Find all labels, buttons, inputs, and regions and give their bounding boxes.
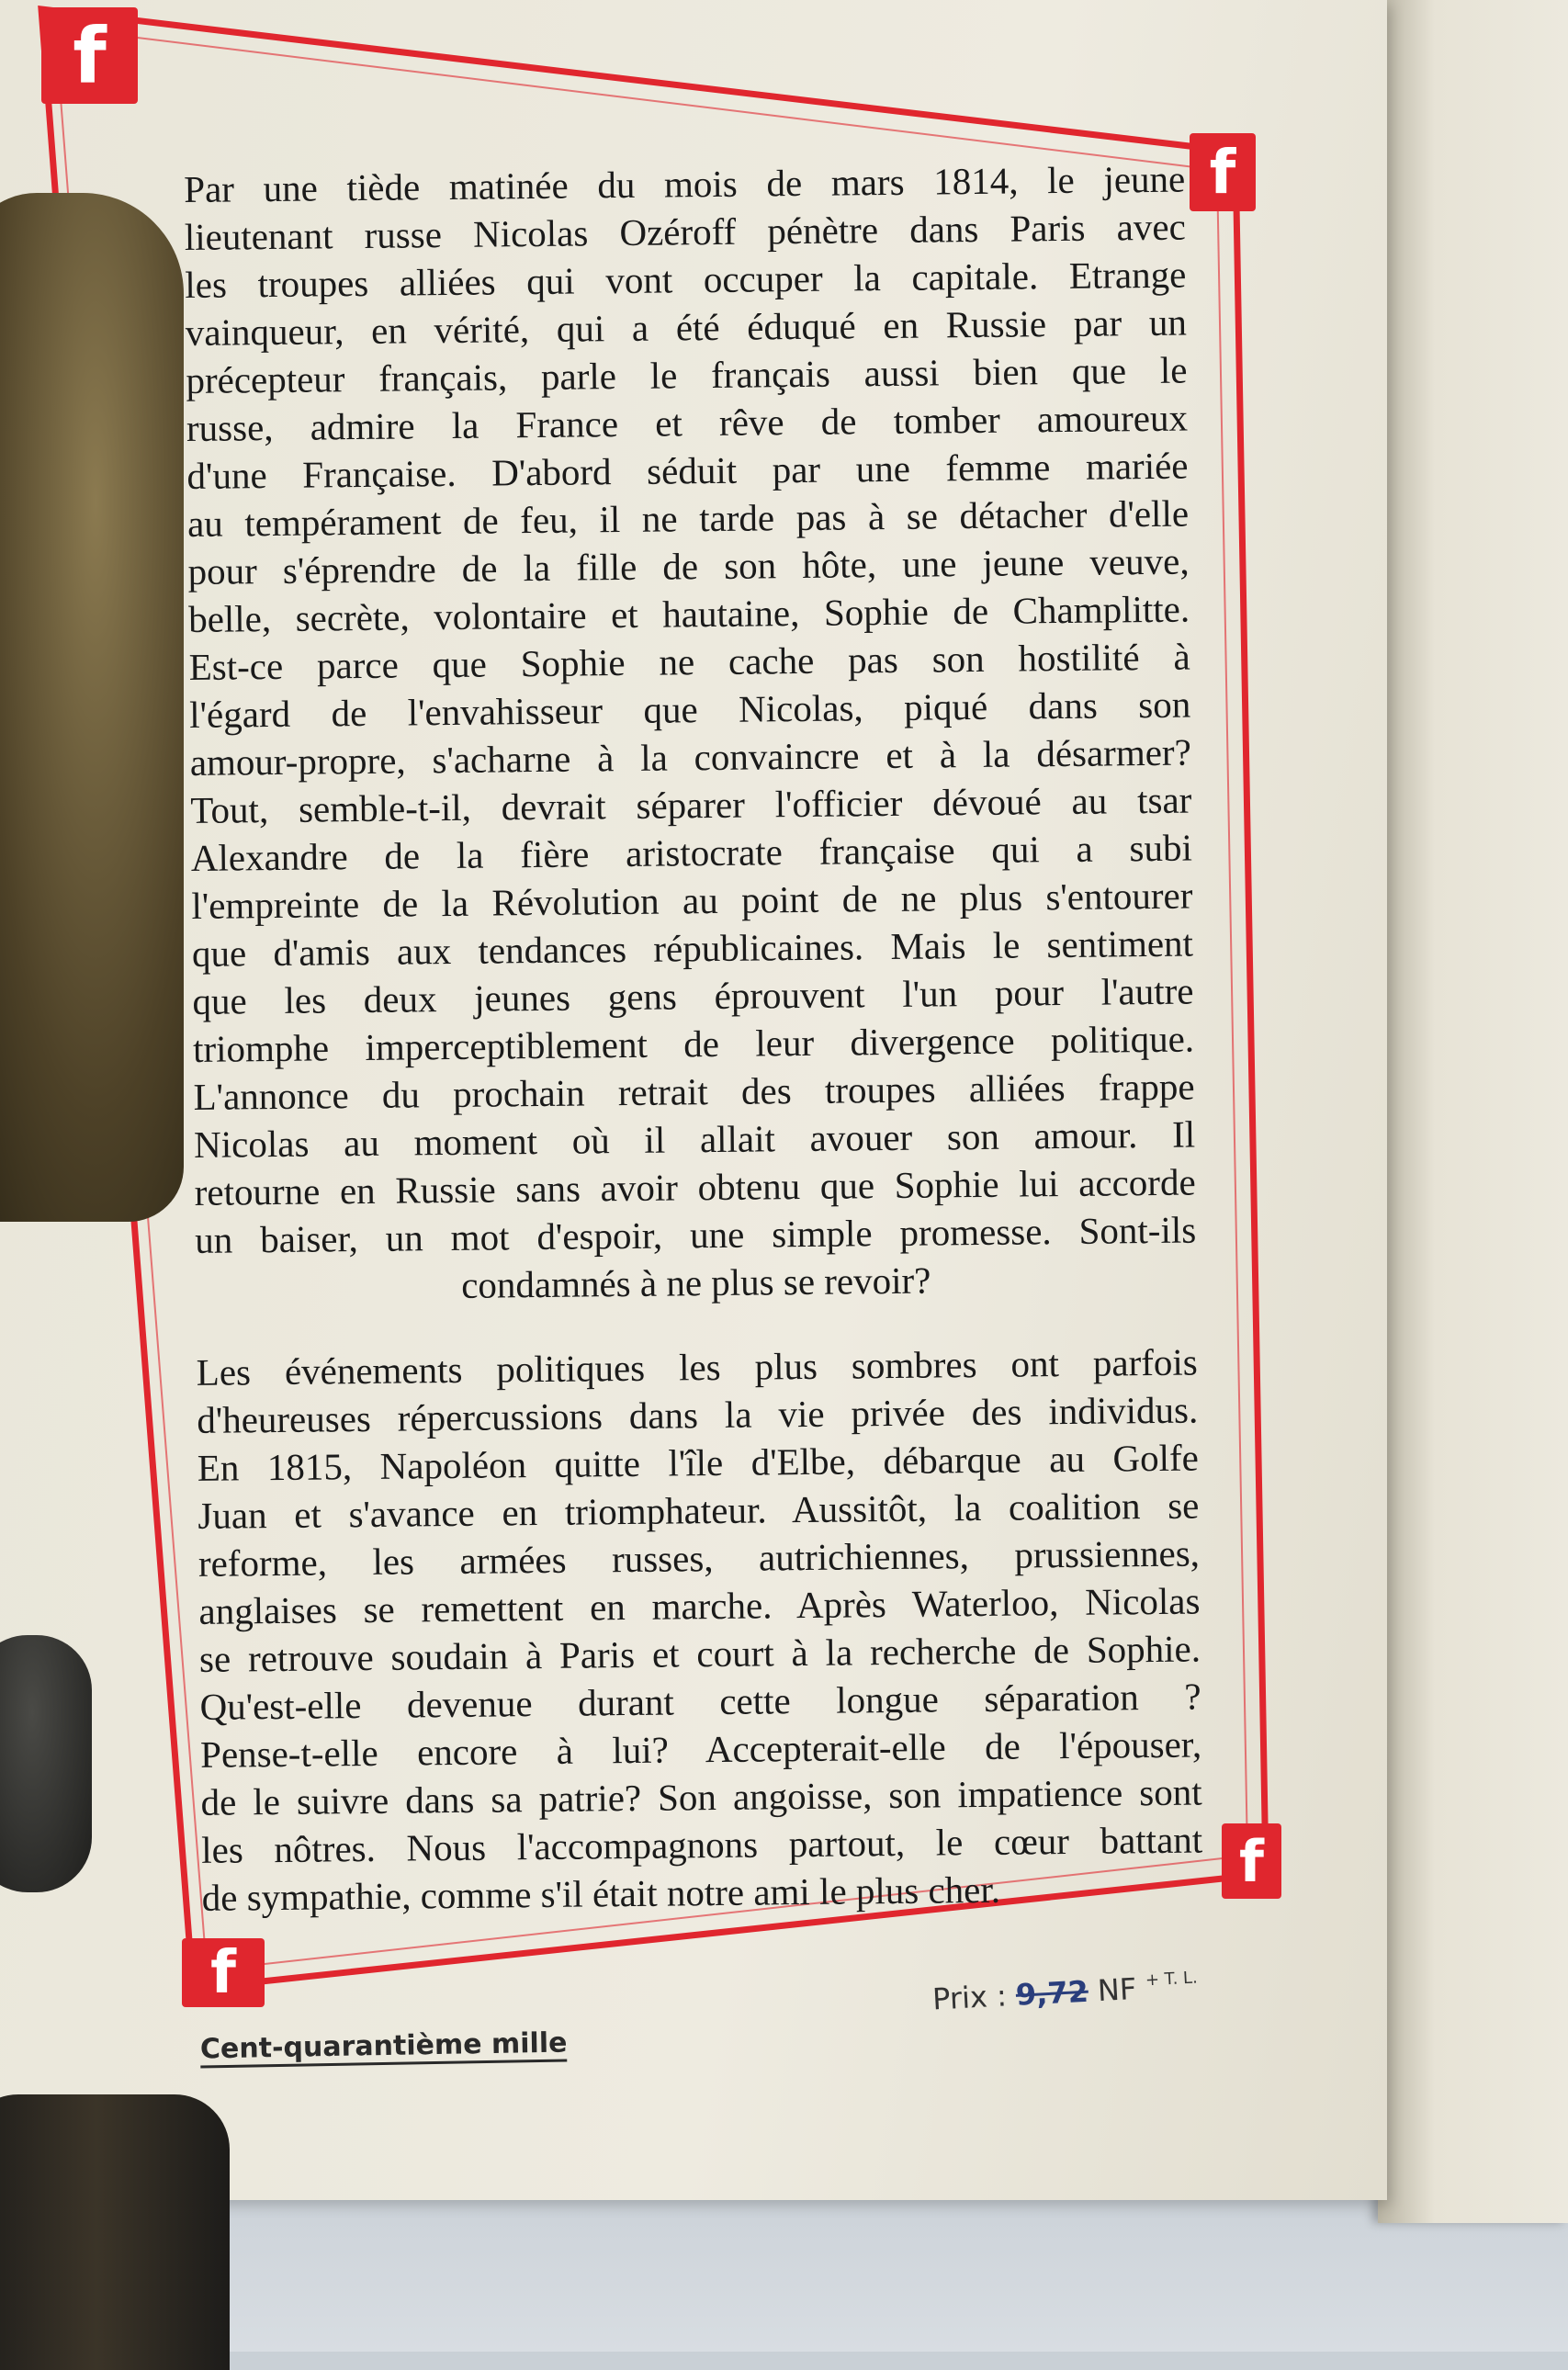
logo-bottom-left: f [182, 1938, 265, 2007]
logo-top-right: f [1190, 133, 1256, 211]
text-line: se retrouve soudain à Paris et court à la recherche de Sophie. [198, 1627, 1201, 1680]
text-line: En 1815, Napoléon quitte l'île d'Elbe, débarque au Golfe [197, 1436, 1200, 1489]
text-line: anglaises se remettent en marche. Après Waterloo, Nicolas [198, 1579, 1201, 1632]
text-line: un baiser, un mot d'espoir, une simple promesse. Sont-ils [195, 1208, 1197, 1261]
paragraph-1 [184, 155, 1197, 1312]
synopsis-text [184, 155, 1203, 1922]
dark-object [0, 1635, 92, 1892]
text-line: que les deux jeunes gens éprouvent l'un pour l'autre [192, 969, 1194, 1022]
text-line: Pense-t-elle encore à lui? Accepterait-elle de l'épouser, [199, 1722, 1202, 1776]
statue-base [0, 2094, 230, 2370]
text-line: d'heureuses répercussions dans la vie privée des individus. [197, 1388, 1199, 1441]
text-line: Nicolas au moment où il allait avouer son amour. Il [193, 1112, 1196, 1166]
text-line: au tempérament de feu, il ne tarde pas à se détacher d'elle [186, 491, 1190, 545]
edition-count: Cent-quarantième mille [200, 2027, 568, 2069]
price-label: Prix : [931, 1978, 1008, 2017]
text-line: l'égard de l'envahisseur que Nicolas, piqué dans son [189, 683, 1191, 736]
text-line: d'une Française. D'abord séduit par une femme mariée [186, 444, 1189, 497]
text-line: Juan et s'avance en triomphateur. Aussitôt, la coalition se [197, 1484, 1200, 1537]
text-line: lieutenant russe Nicolas Ozéroff pénètre dans Paris avec [184, 205, 1186, 258]
text-line: triomphe imperceptiblement de leur divergence politique. [192, 1017, 1195, 1070]
text-line: russe, admire la France et rêve de tomber amoureux [186, 396, 1189, 449]
bronze-statue [0, 193, 184, 1222]
text-line: les nôtres. Nous l'accompagnons partout, le cœur battant [200, 1818, 1203, 1871]
paragraph-2 [196, 1338, 1202, 1922]
text-line: Tout, semble-t-il, devrait séparer l'officier dévoué au tsar [190, 778, 1192, 831]
logo-top-left: f [41, 7, 138, 104]
text-line: amour-propre, s'acharne à la convaincre et à la désarmer? [189, 730, 1191, 784]
text-line: belle, secrète, volontaire et hautaine, Sophie de Champlitte. [187, 587, 1190, 640]
text-line: Qu'est-elle devenue durant cette longue séparation ? [199, 1675, 1201, 1728]
price-suffix: + T. L. [1145, 1968, 1199, 1991]
text-line: Alexandre de la fière aristocrate française qui a subi [190, 826, 1193, 879]
text-line: l'empreinte de la Révolution au point de ne plus s'entourer [191, 874, 1193, 927]
text-line: reforme, les armées russes, autrichiennes, prussiennes, [197, 1531, 1201, 1585]
text-line: L'annonce du prochain retrait des troupes alliées frappe [193, 1065, 1195, 1118]
text-line: Les événements politiques les plus sombres ont parfois [196, 1340, 1198, 1394]
text-line: Par une tiède matinée du mois de mars 1814, le jeune [184, 157, 1186, 210]
text-line: de sympathie, comme s'il était notre ami le plus cher. [201, 1868, 1001, 1919]
text-line: précepteur français, parle le français aussi bien que le [186, 348, 1188, 401]
text-line: condamnés à ne plus se revoir? [460, 1258, 931, 1306]
text-line: les troupes alliées qui vont occuper la capitale. Etrange [185, 253, 1187, 306]
text-line: de le suivre dans sa patrie? Son angoisse, son impatience sont [200, 1770, 1202, 1823]
text-line: vainqueur, en vérité, qui a été éduqué en Russie par un [185, 300, 1188, 354]
price-currency: NF [1096, 1970, 1138, 2009]
facing-page [1378, 0, 1568, 2223]
text-line: retourne en Russie sans avoir obtenu que Sophie lui accorde [194, 1160, 1196, 1213]
logo-bottom-right: f [1222, 1823, 1281, 1899]
text-line: Est-ce parce que Sophie ne cache pas son hostilité à [188, 635, 1190, 688]
text-line: que d'amis aux tendances républicaines. Mais le sentiment [191, 921, 1194, 975]
text-line: pour s'éprendre de la fille de son hôte, une jeune veuve, [187, 539, 1190, 592]
price-amount: 9,72 [1014, 1973, 1089, 2013]
